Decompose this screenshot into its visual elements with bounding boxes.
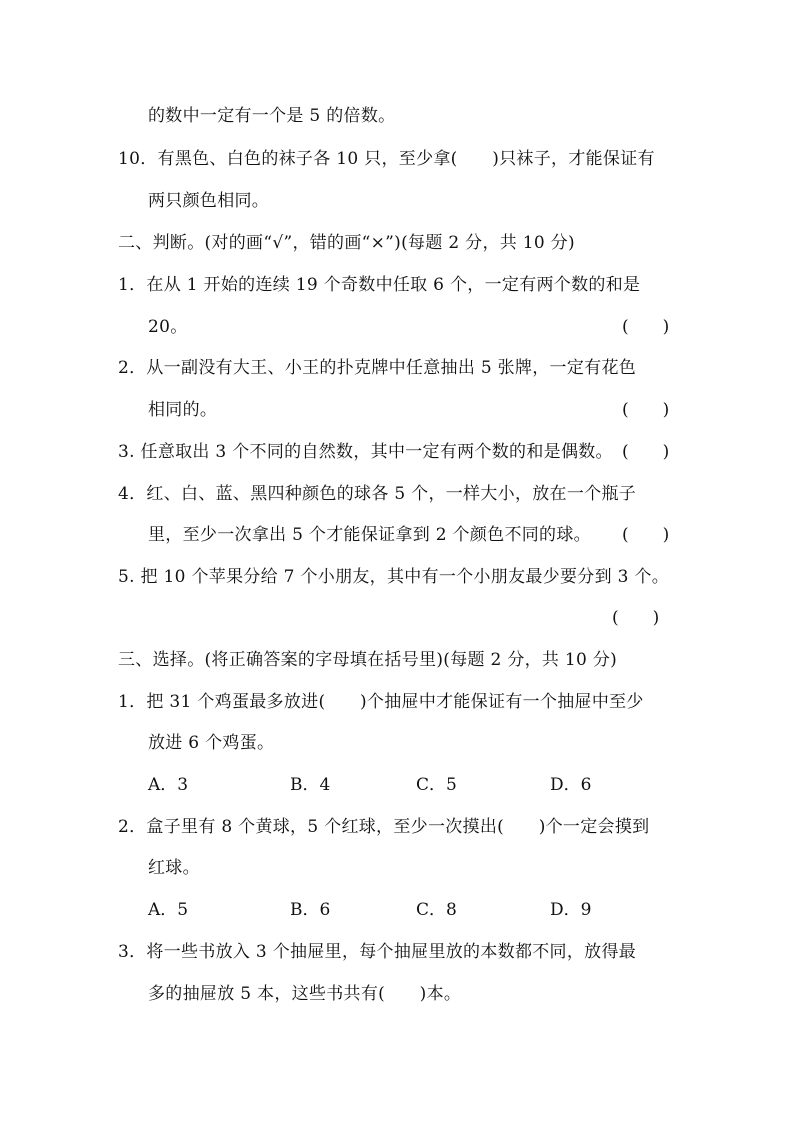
- judge-2-line-1: 2．从一副没有大王、小王的扑克牌中任意抽出 5 张牌，一定有花色: [118, 358, 637, 378]
- judge-4-line-1: 4．红、白、蓝、黑四种颜色的球各 5 个，一样大小，放在一个瓶子: [118, 484, 637, 504]
- choice-1-line-1: 1．把 31 个鸡蛋最多放进( )个抽屉中才能保证有一个抽屉中至少: [118, 692, 644, 712]
- choice-2-line-1: 2．盒子里有 8 个黄球，5 个红球，至少一次摸出( )个一定会摸到: [118, 817, 650, 837]
- choice-2-option-a: A．5: [148, 900, 189, 920]
- choice-1-line-2: 放进 6 个鸡蛋。: [148, 733, 275, 753]
- judge-1-line-2: 20。: [148, 317, 188, 337]
- judge-4-line-2: 里，至少一次拿出 5 个才能保证拿到 2 个颜色不同的球。: [148, 525, 591, 545]
- choice-1-option-c: C．5: [416, 775, 457, 795]
- answer-blank: ( ): [622, 400, 670, 420]
- judge-1-line-1: 1．在从 1 开始的连续 19 个奇数中任取 6 个，一定有两个数的和是: [118, 275, 641, 295]
- choice-2-option-c: C．8: [416, 900, 457, 920]
- answer-blank: ( ): [622, 525, 670, 545]
- answer-blank: ( ): [622, 442, 670, 462]
- choice-1-option-a: A．3: [148, 775, 189, 795]
- choice-2-line-2: 红球。: [148, 858, 200, 878]
- answer-blank: ( ): [622, 317, 670, 337]
- choice-2-option-d: D．9: [550, 900, 592, 920]
- section-heading-choice: 三、选择。(将正确答案的字母填在括号里)(每题 2 分，共 10 分): [118, 650, 618, 670]
- choice-1-option-d: D．6: [550, 775, 592, 795]
- text-line: 的数中一定有一个是 5 的倍数。: [148, 106, 396, 126]
- answer-blank: ( ): [612, 608, 660, 628]
- section-heading-judgement: 二、判断。(对的画“√”，错的画“×”)(每题 2 分，共 10 分): [118, 233, 575, 253]
- judge-2-line-2: 相同的。: [148, 400, 218, 420]
- choice-3-line-2: 多的抽屉放 5 本，这些书共有( )本。: [148, 984, 462, 1004]
- choice-1-option-b: B．4: [290, 775, 331, 795]
- question-10-line-2: 两只颜色相同。: [148, 191, 270, 211]
- question-10-line-1: 10．有黑色、白色的袜子各 10 只，至少拿( )只袜子，才能保证有: [118, 149, 655, 169]
- choice-3-line-1: 3．将一些书放入 3 个抽屉里，每个抽屉里放的本数都不同，放得最: [118, 942, 637, 962]
- judge-3-line: 3. 任意取出 3 个不同的自然数，其中一定有两个数的和是偶数。: [118, 442, 613, 462]
- judge-5-line: 5. 把 10 个苹果分给 7 个小朋友，其中有一个小朋友最少要分到 3 个。: [118, 567, 670, 587]
- choice-2-option-b: B．6: [290, 900, 331, 920]
